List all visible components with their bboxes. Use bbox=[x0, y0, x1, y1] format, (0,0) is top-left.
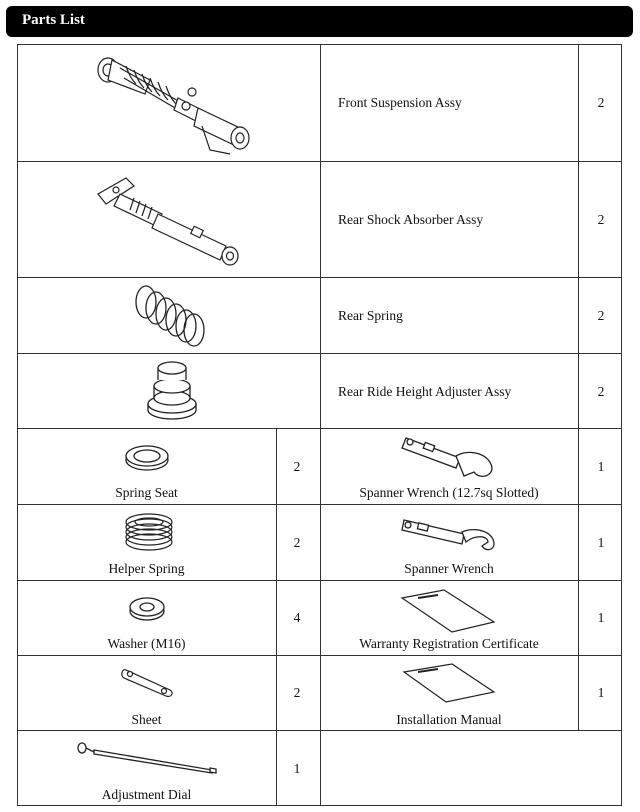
slotted-spanner-icon bbox=[400, 432, 496, 482]
pair-2-left-name: Helper Spring bbox=[108, 561, 185, 576]
rear-spring-icon bbox=[128, 282, 212, 348]
ride-height-adjuster-icon bbox=[144, 358, 200, 424]
manual-icon bbox=[400, 662, 498, 704]
spring-seat-icon bbox=[124, 442, 170, 472]
row-2-quantity: 2 bbox=[597, 212, 605, 227]
pair-3-right-quantity: 1 bbox=[597, 610, 605, 625]
row-1-part-name: Front Suspension Assy bbox=[338, 95, 462, 110]
page-title: Parts List bbox=[22, 12, 85, 28]
pair-1-left-name: Spring Seat bbox=[115, 485, 178, 500]
pair-5-left-name: Adjustment Dial bbox=[101, 787, 192, 802]
pair-2-left-quantity: 2 bbox=[293, 535, 301, 550]
front-suspension-icon bbox=[90, 50, 260, 160]
helper-spring-icon bbox=[124, 512, 174, 552]
spanner-wrench-icon bbox=[400, 512, 500, 552]
pair-2-right-quantity: 1 bbox=[597, 535, 605, 550]
pair-5-left-quantity: 1 bbox=[293, 761, 301, 776]
certificate-icon bbox=[398, 586, 498, 634]
pair-1-right-name: Spanner Wrench (12.7sq Slotted) bbox=[359, 485, 539, 500]
pair-3-left-quantity: 4 bbox=[293, 610, 301, 625]
washer-icon bbox=[128, 596, 166, 622]
pair-3-left-name: Washer (M16) bbox=[107, 636, 186, 651]
row-3-part-name: Rear Spring bbox=[338, 308, 403, 323]
pair-3-right-name: Warranty Registration Certificate bbox=[359, 636, 539, 651]
pair-2-right-name: Spanner Wrench bbox=[404, 561, 494, 576]
row-4-part-name: Rear Ride Height Adjuster Assy bbox=[338, 384, 512, 399]
adjustment-dial-icon bbox=[74, 740, 220, 774]
row-1-quantity: 2 bbox=[597, 95, 605, 110]
row-3-quantity: 2 bbox=[597, 308, 605, 323]
rear-shock-icon bbox=[96, 170, 246, 270]
pair-1-right-quantity: 1 bbox=[597, 459, 605, 474]
sheet-icon bbox=[120, 666, 174, 700]
row-2-part-name: Rear Shock Absorber Assy bbox=[338, 212, 484, 227]
row-4-quantity: 2 bbox=[597, 384, 605, 399]
pair-4-left-quantity: 2 bbox=[293, 685, 301, 700]
pair-4-right-quantity: 1 bbox=[597, 685, 605, 700]
pair-1-left-quantity: 2 bbox=[293, 459, 301, 474]
pair-4-left-name: Sheet bbox=[131, 712, 162, 727]
pair-4-right-name: Installation Manual bbox=[396, 712, 502, 727]
